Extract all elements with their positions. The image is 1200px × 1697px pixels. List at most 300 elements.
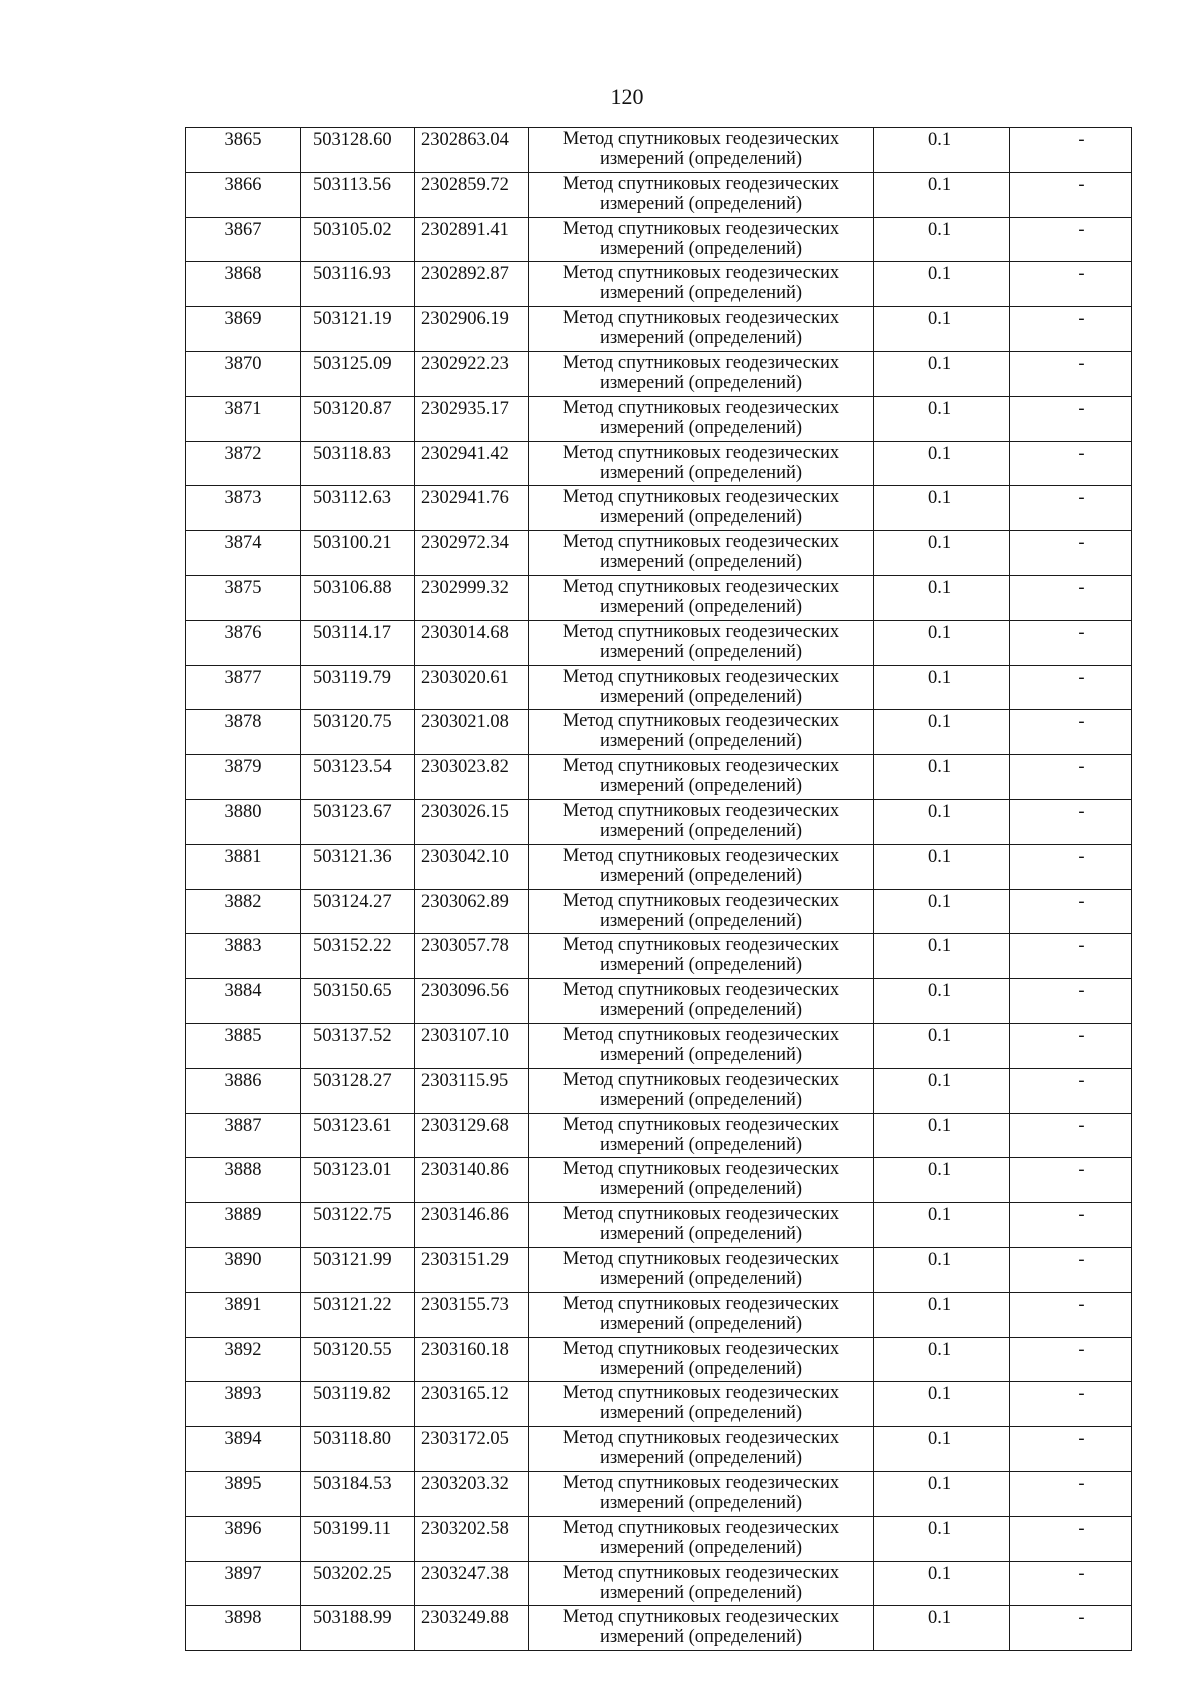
description-cell: - — [1010, 1606, 1132, 1651]
method-line-2: измерений (определений) — [599, 193, 803, 214]
x-coordinate-cell: 503150.65 — [301, 979, 415, 1024]
method-cell — [529, 1516, 874, 1561]
point-number-cell: 3871 — [186, 396, 301, 441]
method-line-1: Метод спутниковых геодезических — [562, 218, 840, 239]
y-coordinate-cell: 2303014.68 — [415, 620, 529, 665]
method-line-2: измерений (определений) — [599, 1537, 803, 1558]
x-coordinate-cell: 503122.75 — [301, 1203, 415, 1248]
table-row — [186, 441, 1132, 486]
method-cell — [529, 1561, 874, 1606]
x-coordinate-cell: 503121.36 — [301, 844, 415, 889]
precision-cell: 0.1 — [874, 620, 1010, 665]
y-coordinate-cell: 2303026.15 — [415, 799, 529, 844]
y-coordinate-cell: 2303062.89 — [415, 889, 529, 934]
method-line-1: Метод спутниковых геодезических — [562, 1159, 840, 1180]
precision-cell: 0.1 — [874, 441, 1010, 486]
method-line-1: Метод спутниковых геодезических — [562, 1472, 840, 1493]
description-cell: - — [1010, 1158, 1132, 1203]
x-coordinate-cell: 503120.75 — [301, 710, 415, 755]
x-coordinate-cell: 503123.61 — [301, 1113, 415, 1158]
table-row — [186, 172, 1132, 217]
method-cell — [529, 1023, 874, 1068]
method-line-1: Метод спутниковых геодезических — [562, 487, 840, 508]
method-line-2: измерений (определений) — [599, 1134, 803, 1155]
description-cell: - — [1010, 396, 1132, 441]
point-number-cell: 3888 — [186, 1158, 301, 1203]
table-row — [186, 1113, 1132, 1158]
precision-cell: 0.1 — [874, 799, 1010, 844]
y-coordinate-cell: 2303096.56 — [415, 979, 529, 1024]
method-cell — [529, 665, 874, 710]
table-row — [186, 217, 1132, 262]
y-coordinate-cell: 2302906.19 — [415, 307, 529, 352]
description-cell: - — [1010, 889, 1132, 934]
point-number-cell: 3869 — [186, 307, 301, 352]
description-cell: - — [1010, 575, 1132, 620]
x-coordinate-cell: 503120.55 — [301, 1337, 415, 1382]
method-line-2: измерений (определений) — [599, 1582, 803, 1603]
y-coordinate-cell: 2302863.04 — [415, 128, 529, 173]
x-coordinate-cell: 503119.79 — [301, 665, 415, 710]
method-cell — [529, 172, 874, 217]
precision-cell: 0.1 — [874, 396, 1010, 441]
precision-cell: 0.1 — [874, 979, 1010, 1024]
description-cell: - — [1010, 128, 1132, 173]
method-cell — [529, 128, 874, 173]
y-coordinate-cell: 2303165.12 — [415, 1382, 529, 1427]
precision-cell: 0.1 — [874, 1427, 1010, 1472]
description-cell: - — [1010, 1561, 1132, 1606]
description-cell: - — [1010, 1471, 1132, 1516]
method-cell — [529, 1471, 874, 1516]
table-row — [186, 755, 1132, 800]
x-coordinate-cell: 503152.22 — [301, 934, 415, 979]
y-coordinate-cell: 2303247.38 — [415, 1561, 529, 1606]
coordinates-table-body — [186, 128, 1132, 1651]
point-number-cell: 3868 — [186, 262, 301, 307]
x-coordinate-cell: 503123.67 — [301, 799, 415, 844]
method-line-1: Метод спутниковых геодезических — [562, 173, 840, 194]
method-cell — [529, 755, 874, 800]
precision-cell: 0.1 — [874, 1382, 1010, 1427]
method-line-2: измерений (определений) — [599, 1000, 803, 1021]
point-number-cell: 3880 — [186, 799, 301, 844]
point-number-cell: 3870 — [186, 351, 301, 396]
method-line-2: измерений (определений) — [599, 1179, 803, 1200]
table-row — [186, 575, 1132, 620]
description-cell: - — [1010, 844, 1132, 889]
table-row — [186, 1203, 1132, 1248]
table-row — [186, 307, 1132, 352]
table-row — [186, 979, 1132, 1024]
precision-cell: 0.1 — [874, 1203, 1010, 1248]
x-coordinate-cell: 503121.19 — [301, 307, 415, 352]
method-line-2: измерений (определений) — [599, 865, 803, 886]
description-cell: - — [1010, 1203, 1132, 1248]
method-line-1: Метод спутниковых геодезических — [562, 621, 840, 642]
method-line-2: измерений (определений) — [599, 820, 803, 841]
x-coordinate-cell: 503199.11 — [301, 1516, 415, 1561]
x-coordinate-cell: 503123.54 — [301, 755, 415, 800]
precision-cell: 0.1 — [874, 1068, 1010, 1113]
table-row — [186, 1427, 1132, 1472]
point-number-cell: 3874 — [186, 531, 301, 576]
x-coordinate-cell: 503125.09 — [301, 351, 415, 396]
method-line-1: Метод спутниковых геодезических — [562, 1114, 840, 1135]
method-cell — [529, 710, 874, 755]
method-cell — [529, 1068, 874, 1113]
method-line-1: Метод спутниковых геодезических — [562, 1562, 840, 1583]
method-line-2: измерений (определений) — [599, 1358, 803, 1379]
x-coordinate-cell: 503120.87 — [301, 396, 415, 441]
point-number-cell: 3883 — [186, 934, 301, 979]
method-cell — [529, 531, 874, 576]
method-line-2: измерений (определений) — [599, 149, 803, 169]
x-coordinate-cell: 503113.56 — [301, 172, 415, 217]
method-line-1: Метод спутниковых геодезических — [562, 442, 840, 463]
y-coordinate-cell: 2303057.78 — [415, 934, 529, 979]
table-row — [186, 1023, 1132, 1068]
method-cell — [529, 1247, 874, 1292]
description-cell: - — [1010, 1516, 1132, 1561]
method-line-2: измерений (определений) — [599, 1044, 803, 1065]
method-line-1: Метод спутниковых геодезических — [562, 666, 840, 687]
method-line-2: измерений (определений) — [599, 1403, 803, 1424]
y-coordinate-cell: 2303115.95 — [415, 1068, 529, 1113]
description-cell: - — [1010, 620, 1132, 665]
description-cell: - — [1010, 531, 1132, 576]
precision-cell: 0.1 — [874, 1247, 1010, 1292]
method-line-1: Метод спутниковых геодезических — [562, 1293, 840, 1314]
method-cell — [529, 1382, 874, 1427]
table-row — [186, 1068, 1132, 1113]
table-row — [186, 262, 1132, 307]
method-line-1: Метод спутниковых геодезических — [562, 800, 840, 821]
x-coordinate-cell: 503118.83 — [301, 441, 415, 486]
y-coordinate-cell: 2303146.86 — [415, 1203, 529, 1248]
table-row — [186, 1337, 1132, 1382]
y-coordinate-cell: 2302935.17 — [415, 396, 529, 441]
description-cell: - — [1010, 710, 1132, 755]
table-row — [186, 1561, 1132, 1606]
method-line-1: Метод спутниковых геодезических — [562, 129, 840, 149]
method-line-2: измерений (определений) — [599, 238, 803, 259]
table-row — [186, 1516, 1132, 1561]
point-number-cell: 3875 — [186, 575, 301, 620]
page-number: 120 — [610, 84, 644, 109]
method-cell — [529, 351, 874, 396]
method-line-1: Метод спутниковых геодезических — [562, 1204, 840, 1225]
method-line-2: измерений (определений) — [599, 462, 803, 483]
description-cell: - — [1010, 799, 1132, 844]
x-coordinate-cell: 503188.99 — [301, 1606, 415, 1651]
precision-cell: 0.1 — [874, 665, 1010, 710]
x-coordinate-cell: 503106.88 — [301, 575, 415, 620]
table-row — [186, 486, 1132, 531]
method-line-1: Метод спутниковых геодезических — [562, 756, 840, 777]
x-coordinate-cell: 503112.63 — [301, 486, 415, 531]
x-coordinate-cell: 503123.01 — [301, 1158, 415, 1203]
point-number-cell: 3881 — [186, 844, 301, 889]
point-number-cell: 3891 — [186, 1292, 301, 1337]
point-number-cell: 3873 — [186, 486, 301, 531]
method-line-1: Метод спутниковых геодезических — [562, 980, 840, 1001]
method-line-1: Метод спутниковых геодезических — [562, 352, 840, 373]
table-row — [186, 1606, 1132, 1651]
precision-cell: 0.1 — [874, 486, 1010, 531]
x-coordinate-cell: 503137.52 — [301, 1023, 415, 1068]
precision-cell: 0.1 — [874, 1158, 1010, 1203]
method-line-1: Метод спутниковых геодезических — [562, 935, 840, 956]
x-coordinate-cell: 503124.27 — [301, 889, 415, 934]
coordinates-table — [185, 127, 1132, 1651]
table-row — [186, 1292, 1132, 1337]
y-coordinate-cell: 2303202.58 — [415, 1516, 529, 1561]
method-line-2: измерений (определений) — [599, 283, 803, 304]
precision-cell: 0.1 — [874, 128, 1010, 173]
point-number-cell: 3884 — [186, 979, 301, 1024]
y-coordinate-cell: 2302859.72 — [415, 172, 529, 217]
x-coordinate-cell: 503202.25 — [301, 1561, 415, 1606]
method-line-1: Метод спутниковых геодезических — [562, 1069, 840, 1090]
table-row — [186, 351, 1132, 396]
method-line-2: измерений (определений) — [599, 1627, 803, 1648]
method-cell — [529, 934, 874, 979]
method-cell — [529, 620, 874, 665]
precision-cell: 0.1 — [874, 844, 1010, 889]
point-number-cell: 3879 — [186, 755, 301, 800]
method-line-2: измерений (определений) — [599, 686, 803, 707]
method-line-1: Метод спутниковых геодезических — [562, 890, 840, 911]
point-number-cell: 3889 — [186, 1203, 301, 1248]
x-coordinate-cell: 503121.99 — [301, 1247, 415, 1292]
method-cell — [529, 441, 874, 486]
description-cell: - — [1010, 1023, 1132, 1068]
method-line-2: измерений (определений) — [599, 910, 803, 931]
table-row — [186, 396, 1132, 441]
method-cell — [529, 1337, 874, 1382]
method-line-1: Метод спутниковых геодезических — [562, 1383, 840, 1404]
method-cell — [529, 1292, 874, 1337]
description-cell: - — [1010, 1247, 1132, 1292]
precision-cell: 0.1 — [874, 710, 1010, 755]
x-coordinate-cell: 503119.82 — [301, 1382, 415, 1427]
method-line-2: измерений (определений) — [599, 1089, 803, 1110]
description-cell: - — [1010, 1113, 1132, 1158]
method-cell — [529, 844, 874, 889]
y-coordinate-cell: 2302892.87 — [415, 262, 529, 307]
method-cell — [529, 1427, 874, 1472]
table-row — [186, 1247, 1132, 1292]
precision-cell: 0.1 — [874, 1606, 1010, 1651]
table-row — [186, 889, 1132, 934]
method-cell — [529, 1203, 874, 1248]
description-cell: - — [1010, 755, 1132, 800]
method-line-1: Метод спутниковых геодезических — [562, 532, 840, 553]
precision-cell: 0.1 — [874, 1292, 1010, 1337]
method-cell — [529, 799, 874, 844]
precision-cell: 0.1 — [874, 351, 1010, 396]
method-cell — [529, 575, 874, 620]
description-cell: - — [1010, 217, 1132, 262]
method-line-2: измерений (определений) — [599, 507, 803, 528]
description-cell: - — [1010, 307, 1132, 352]
y-coordinate-cell: 2302999.32 — [415, 575, 529, 620]
precision-cell: 0.1 — [874, 1337, 1010, 1382]
method-line-1: Метод спутниковых геодезических — [562, 397, 840, 418]
method-line-1: Метод спутниковых геодезических — [562, 1607, 840, 1628]
point-number-cell: 3872 — [186, 441, 301, 486]
precision-cell: 0.1 — [874, 262, 1010, 307]
table-row — [186, 665, 1132, 710]
description-cell: - — [1010, 665, 1132, 710]
y-coordinate-cell: 2303203.32 — [415, 1471, 529, 1516]
table-row — [186, 799, 1132, 844]
method-line-2: измерений (определений) — [599, 328, 803, 349]
method-line-2: измерений (определений) — [599, 955, 803, 976]
table-row — [186, 844, 1132, 889]
y-coordinate-cell: 2302922.23 — [415, 351, 529, 396]
x-coordinate-cell: 503114.17 — [301, 620, 415, 665]
method-line-1: Метод спутниковых геодезических — [562, 263, 840, 284]
y-coordinate-cell: 2303140.86 — [415, 1158, 529, 1203]
y-coordinate-cell: 2302891.41 — [415, 217, 529, 262]
precision-cell: 0.1 — [874, 575, 1010, 620]
point-number-cell: 3895 — [186, 1471, 301, 1516]
x-coordinate-cell: 503128.27 — [301, 1068, 415, 1113]
description-cell: - — [1010, 934, 1132, 979]
precision-cell: 0.1 — [874, 755, 1010, 800]
method-line-2: измерений (определений) — [599, 1448, 803, 1469]
precision-cell: 0.1 — [874, 307, 1010, 352]
point-number-cell: 3896 — [186, 1516, 301, 1561]
x-coordinate-cell: 503128.60 — [301, 128, 415, 173]
y-coordinate-cell: 2303042.10 — [415, 844, 529, 889]
description-cell: - — [1010, 172, 1132, 217]
description-cell: - — [1010, 1382, 1132, 1427]
method-line-2: измерений (определений) — [599, 417, 803, 438]
precision-cell: 0.1 — [874, 1023, 1010, 1068]
description-cell: - — [1010, 486, 1132, 531]
point-number-cell: 3876 — [186, 620, 301, 665]
method-cell — [529, 396, 874, 441]
precision-cell: 0.1 — [874, 531, 1010, 576]
x-coordinate-cell: 503118.80 — [301, 1427, 415, 1472]
x-coordinate-cell: 503100.21 — [301, 531, 415, 576]
y-coordinate-cell: 2303023.82 — [415, 755, 529, 800]
y-coordinate-cell: 2303151.29 — [415, 1247, 529, 1292]
precision-cell: 0.1 — [874, 934, 1010, 979]
method-cell — [529, 979, 874, 1024]
precision-cell: 0.1 — [874, 1516, 1010, 1561]
point-number-cell: 3878 — [186, 710, 301, 755]
y-coordinate-cell: 2303021.08 — [415, 710, 529, 755]
table-row — [186, 128, 1132, 173]
method-cell — [529, 217, 874, 262]
point-number-cell: 3886 — [186, 1068, 301, 1113]
method-cell — [529, 1158, 874, 1203]
method-cell — [529, 486, 874, 531]
point-number-cell: 3894 — [186, 1427, 301, 1472]
point-number-cell: 3897 — [186, 1561, 301, 1606]
point-number-cell: 3882 — [186, 889, 301, 934]
point-number-cell: 3893 — [186, 1382, 301, 1427]
method-line-1: Метод спутниковых геодезических — [562, 1248, 840, 1269]
method-line-1: Метод спутниковых геодезических — [562, 576, 840, 597]
precision-cell: 0.1 — [874, 1471, 1010, 1516]
table-row — [186, 1382, 1132, 1427]
y-coordinate-cell: 2302941.42 — [415, 441, 529, 486]
method-line-2: измерений (определений) — [599, 552, 803, 573]
y-coordinate-cell: 2303249.88 — [415, 1606, 529, 1651]
method-line-2: измерений (определений) — [599, 1224, 803, 1245]
precision-cell: 0.1 — [874, 172, 1010, 217]
table-row — [186, 1158, 1132, 1203]
y-coordinate-cell: 2303020.61 — [415, 665, 529, 710]
y-coordinate-cell: 2303129.68 — [415, 1113, 529, 1158]
method-line-2: измерений (определений) — [599, 1268, 803, 1289]
point-number-cell: 3890 — [186, 1247, 301, 1292]
point-number-cell: 3866 — [186, 172, 301, 217]
point-number-cell: 3865 — [186, 128, 301, 173]
method-line-2: измерений (определений) — [599, 731, 803, 752]
point-number-cell: 3877 — [186, 665, 301, 710]
method-line-2: измерений (определений) — [599, 372, 803, 393]
x-coordinate-cell: 503116.93 — [301, 262, 415, 307]
description-cell: - — [1010, 351, 1132, 396]
precision-cell: 0.1 — [874, 889, 1010, 934]
description-cell: - — [1010, 1337, 1132, 1382]
method-cell — [529, 1113, 874, 1158]
table-row — [186, 710, 1132, 755]
method-line-1: Метод спутниковых геодезических — [562, 1428, 840, 1449]
x-coordinate-cell: 503184.53 — [301, 1471, 415, 1516]
description-cell: - — [1010, 1068, 1132, 1113]
table-row — [186, 531, 1132, 576]
description-cell: - — [1010, 1427, 1132, 1472]
description-cell: - — [1010, 979, 1132, 1024]
precision-cell: 0.1 — [874, 1561, 1010, 1606]
table-row — [186, 620, 1132, 665]
y-coordinate-cell: 2302972.34 — [415, 531, 529, 576]
y-coordinate-cell: 2303160.18 — [415, 1337, 529, 1382]
method-cell — [529, 1606, 874, 1651]
method-line-1: Метод спутниковых геодезических — [562, 1024, 840, 1045]
method-cell — [529, 307, 874, 352]
method-line-2: измерений (определений) — [599, 1492, 803, 1513]
method-line-2: измерений (определений) — [599, 1313, 803, 1334]
y-coordinate-cell: 2303155.73 — [415, 1292, 529, 1337]
y-coordinate-cell: 2303172.05 — [415, 1427, 529, 1472]
method-line-1: Метод спутниковых геодезических — [562, 845, 840, 866]
method-line-2: измерений (определений) — [599, 776, 803, 797]
method-line-1: Метод спутниковых геодезических — [562, 1338, 840, 1359]
method-line-1: Метод спутниковых геодезических — [562, 1517, 840, 1538]
precision-cell: 0.1 — [874, 1113, 1010, 1158]
method-line-2: измерений (определений) — [599, 641, 803, 662]
x-coordinate-cell: 503105.02 — [301, 217, 415, 262]
point-number-cell: 3887 — [186, 1113, 301, 1158]
description-cell: - — [1010, 1292, 1132, 1337]
x-coordinate-cell: 503121.22 — [301, 1292, 415, 1337]
y-coordinate-cell: 2302941.76 — [415, 486, 529, 531]
y-coordinate-cell: 2303107.10 — [415, 1023, 529, 1068]
point-number-cell: 3892 — [186, 1337, 301, 1382]
method-cell — [529, 262, 874, 307]
table-row — [186, 1471, 1132, 1516]
point-number-cell: 3885 — [186, 1023, 301, 1068]
point-number-cell: 3867 — [186, 217, 301, 262]
